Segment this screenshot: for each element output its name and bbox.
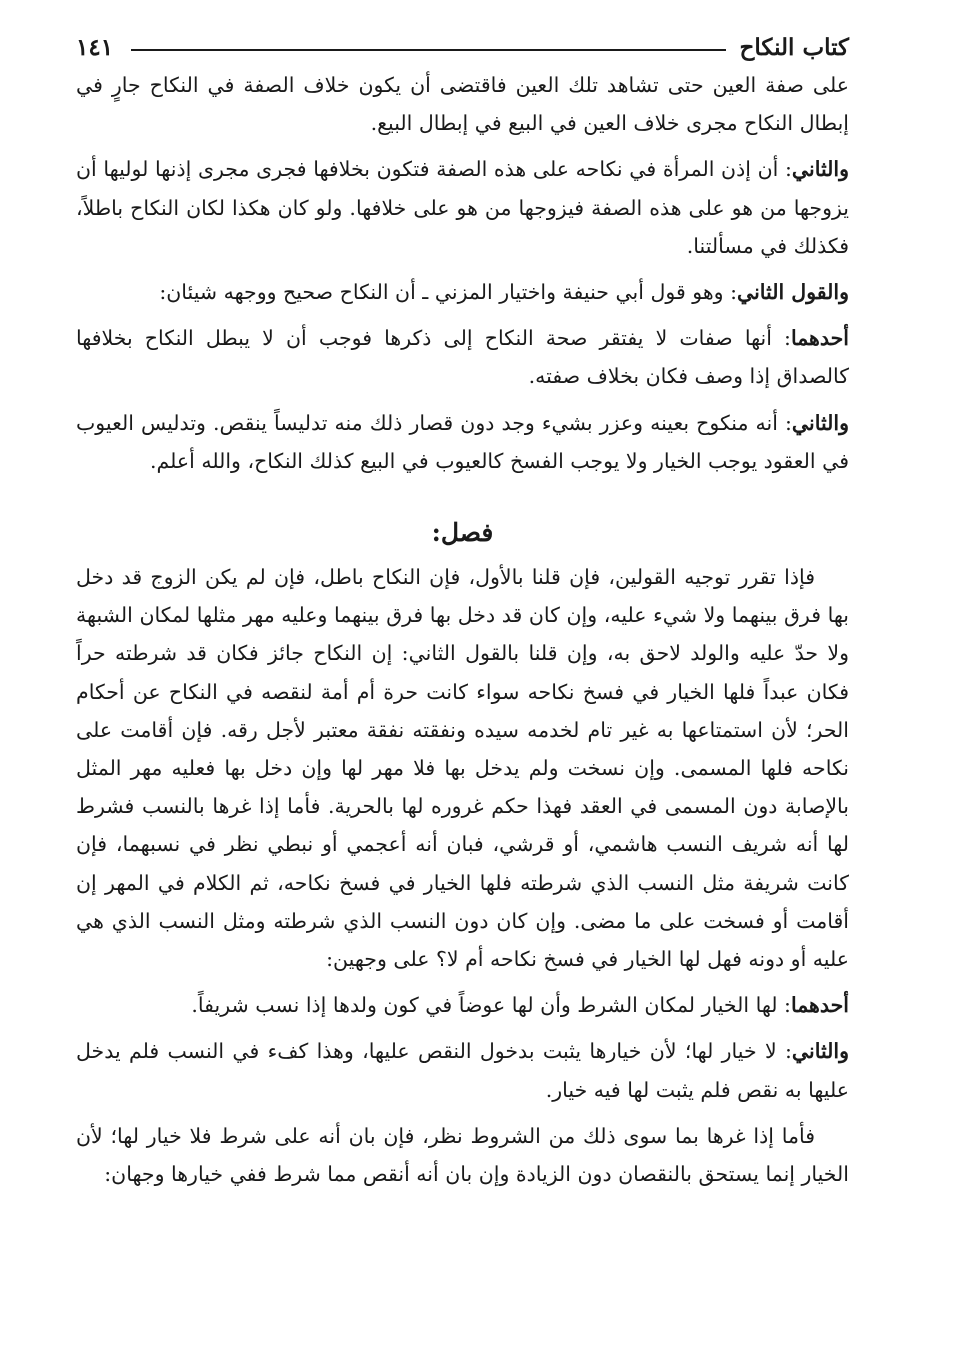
paragraph-text: : أن إذن المرأة في نكاحه على هذه الصفة فتكون بخلافها فجرى مجرى إذنها لوليها أن يزوجها من هو على هذه الصفة فيزوجها من هو على خلافها. ولو كان هكذا لكان النكاح باطلاً، فكذلك في مسألتنا. bbox=[76, 157, 849, 258]
paragraph-lead: والثاني bbox=[791, 157, 849, 182]
paragraph bbox=[76, 273, 849, 311]
paragraph-text: : لها الخيار لمكان الشرط وأن لها عوضاً في كون ولدها إذا نسب شريفاً. bbox=[191, 993, 791, 1018]
paragraph bbox=[76, 1032, 849, 1108]
paragraph-lead: أحدهما bbox=[790, 993, 849, 1018]
paragraph-text: فإذا تقرر توجيه القولين، فإن قلنا بالأول، فإن النكاح باطل، فإن لم يكن الزوج قد دخل بها فرق بينهما ولا شيء عليه، وإن كان قد دخل بها فرق بينهما وعليه مهر مثلها لمكان الشبهة ولا حدّ عليه والولد لاحق به، وإن قلنا بالقول الثاني: إن النكاح جائز فكان قد شرطته حراً فكان عبداً فلها الخيار في فسخ نكاحه سواء كانت حرة أم أمة لنقصه في النكاح عن أحكام الحر؛ لأن استمتاعها به غير تام لخدمه سيده ونفقته نفقة معتبر لأجل رقه. فإن أقامت على نكاحه فلها المسمى. وإن نسخت ولم يدخل بها فلا مهر لها وإن دخل بها فعليه مهر المثل بالإصابة دون المسمى في العقد فهذا حكم غروره لها بالحرية. فأما إذا غرها بالنسب فشرط لها أنه شريف النسب هاشمي، أو قرشي، فبان أنه أعجمي أو نبطي نظر في نسبهما، فإن كانت شريفة مثل النسب الذي شرطته فلها الخيار في فسخ نكاحه، ثم الكلام في المهر إن أقامت أو فسخت على ما مضى. وإن كان دون النسب الذي شرطته ومثل النسب الذي هي عليه أو دونه فهل لها الخيار في فسخ نكاحه أم لا؟ على وجهين: bbox=[76, 565, 849, 972]
section-title: فصل: bbox=[431, 518, 494, 548]
paragraph bbox=[76, 66, 849, 142]
paragraph-lead: والثاني bbox=[791, 410, 849, 435]
paragraph-text: : أنه منكوح بعينه وعزر بشيء وجد دون قصار ذلك منه تدليساً ينقص. وتدليس العيوب في العقود يوجب الخيار ولا يوجب الفسخ كالعيوب في البيع كذلك النكاح، والله أعلم. bbox=[76, 410, 849, 473]
page-header bbox=[76, 30, 849, 64]
paragraph bbox=[76, 150, 849, 265]
page-number: ١٤١ bbox=[76, 33, 114, 61]
paragraph bbox=[76, 986, 849, 1024]
paragraph bbox=[76, 404, 849, 480]
paragraph-text: فأما إذا غرها بما سوى ذلك من الشروط نظر، فإن بان أنه على شرط فلا خيار لها؛ لأن الخيار إنما يستحق بالنقصان دون الزيادة وإن بان أنه أنقص مما شرط ففي خيارها وجهان: bbox=[76, 1123, 849, 1187]
paragraph-text: : وهو قول أبي حنيفة واختيار المزني ـ أن النكاح صحيح ووجهه شيئان: bbox=[159, 280, 737, 305]
paragraph bbox=[76, 1117, 849, 1193]
paragraph-text: : لا خيار لها؛ لأن خيارها يثبت بدخول النقص عليها، وهذا كفء في النسب فلم يدخل عليها به نقص فلم يثبت لها فيه خيار. bbox=[76, 1039, 849, 1102]
paragraph-lead: والثاني bbox=[791, 1039, 849, 1064]
paragraph-text: على صفة العين حتى تشاهد تلك العين فاقتضى أن يكون خلاف الصفة في النكاح جارٍ في إبطال النكاح مجرى خلاف العين في البيع في إبطال البيع. bbox=[76, 73, 849, 136]
header-rule bbox=[131, 49, 725, 51]
paragraph bbox=[76, 319, 849, 395]
paragraph-text: : أنها صفات لا يفتقر صحة النكاح إلى ذكرها فوجب أن لا يبطل النكاح بخلافها كالصداق إذا وصف فكان بخلاف صفته. bbox=[76, 326, 849, 389]
running-title: كتاب النكاح bbox=[739, 33, 849, 61]
paragraph-lead: أحدهما bbox=[790, 326, 849, 351]
paragraph-lead: والقول الثاني bbox=[737, 280, 849, 305]
paragraph bbox=[76, 558, 849, 978]
